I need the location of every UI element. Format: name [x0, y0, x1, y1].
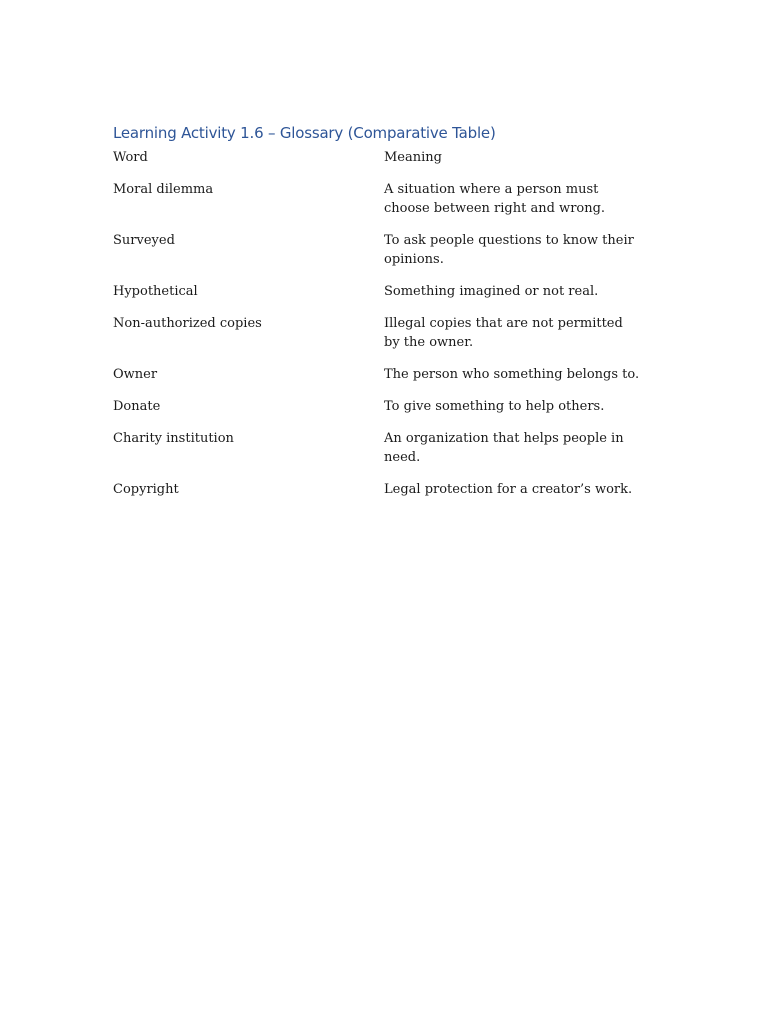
word-cell: Non-authorized copies	[113, 316, 262, 331]
table-row	[113, 314, 653, 352]
meaning-cell: To give something to help others.	[384, 399, 605, 414]
meaning-cell: A situation where a person must choose between right and wrong.	[384, 182, 606, 216]
word-cell: Owner	[113, 367, 158, 382]
table-row	[113, 480, 653, 499]
word-cell: Hypothetical	[113, 284, 198, 299]
word-cell: Surveyed	[113, 233, 175, 248]
meaning-cell: To ask people questions to know their opinions.	[384, 233, 634, 267]
meaning-cell: Something imagined or not real.	[384, 284, 599, 299]
word-cell: Charity institution	[113, 431, 234, 446]
page-title: Learning Activity 1.6 – Glossary (Comparative Table)	[113, 124, 496, 142]
table-row	[113, 397, 653, 416]
glossary-table	[113, 148, 653, 512]
word-cell: Copyright	[113, 482, 179, 497]
meaning-cell: Legal protection for a creator’s work.	[384, 482, 633, 497]
word-cell: Donate	[113, 399, 161, 414]
column-header-meaning: Meaning	[384, 150, 442, 165]
table-row	[113, 429, 653, 467]
table-row	[113, 365, 653, 384]
meaning-cell: The person who something belongs to.	[384, 367, 640, 382]
table-row	[113, 180, 653, 218]
column-header-word: Word	[113, 150, 148, 165]
table-row	[113, 282, 653, 301]
meaning-cell: An organization that helps people in need.	[384, 431, 624, 465]
table-row	[113, 231, 653, 269]
word-cell: Moral dilemma	[113, 182, 214, 197]
table-header-row	[113, 148, 653, 167]
meaning-cell: Illegal copies that are not permitted by the owner.	[384, 316, 623, 350]
